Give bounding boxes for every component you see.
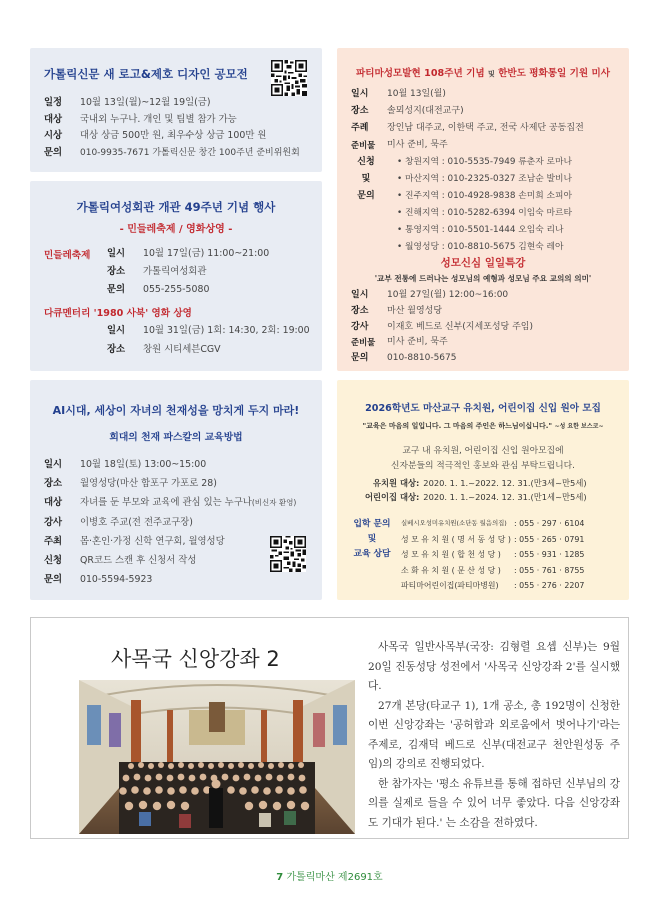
row-value: 가톨릭여성회관 xyxy=(143,266,207,277)
row-value: 창원 시티세븐CGV xyxy=(143,344,221,355)
contact-name: 파티마어린이집(파티마병원) xyxy=(401,581,499,590)
logo-contest-details xyxy=(44,95,300,161)
page-number: 7 xyxy=(276,872,284,883)
logo-contest-title: 가톨릭신문 새 로고&제호 디자인 공모전 xyxy=(44,67,248,81)
row-label: 문의 xyxy=(44,146,63,158)
row-value: 미사 준비, 묵주 xyxy=(387,337,448,348)
festival-label: 민들레축제 xyxy=(44,250,91,261)
movie-details xyxy=(107,321,310,359)
festival-details xyxy=(107,245,269,299)
row-label: 일시 xyxy=(107,325,126,336)
article-box xyxy=(30,617,629,839)
fatima-mass-title xyxy=(337,65,629,79)
publication-name: 가톨릭마산 제2691호 xyxy=(286,872,383,883)
row-label: 장소 xyxy=(107,344,126,355)
contact-item: • 진해지역 : 010-5282-6394 이임숙 마르타 xyxy=(397,208,573,218)
movie-label: 다큐멘터리 '1980 사북' 영화 상영 xyxy=(44,308,192,319)
row-value: 010-5594-5923 xyxy=(80,574,153,586)
row-label: 문의 xyxy=(351,353,369,364)
ai-education-subtitle: 희대의 천재 파스칼의 교육방법 xyxy=(109,432,243,443)
row-value: 이재호 베드로 신부(지세포성당 주임) xyxy=(387,321,534,332)
regional-contacts xyxy=(397,154,572,256)
womens-center-title: 가톨릭여성회관 개관 49주년 기념 행사 xyxy=(76,200,276,214)
contact-item: • 월영성당 : 010-8810-5675 김현숙 레아 xyxy=(397,242,564,252)
row-label: 주최 xyxy=(44,535,63,547)
article-paragraph: 사목국 일반사목부(국장: 김형렬 요셉 신부)는 9월 20일 진동성당 성전에서 '사목국 신앙강좌 2'를 실시했다. xyxy=(368,641,620,692)
womens-center-box xyxy=(30,181,322,371)
contact-name: 소 화 유 치 원 ( 문 산 성 당 ) xyxy=(401,565,501,575)
row-value: 국내외 누구나. 개인 및 팀별 참가 가능 xyxy=(80,113,237,125)
logo-contest-box xyxy=(30,48,322,172)
row-label: 대상 xyxy=(44,497,63,509)
kindergarten-intro: 교구 내 유치원, 어린이집 신입 원아모집에 신자분들의 적극적인 홍보와 관심 부탁드립니다. xyxy=(391,446,575,471)
fatima-mass-box xyxy=(337,48,629,371)
row-label: 장소 xyxy=(351,305,369,316)
article-title: 사목국 신앙강좌 2 xyxy=(111,647,280,671)
row-value: 010-8810-5675 xyxy=(387,353,457,364)
page-footer xyxy=(0,868,659,883)
admission-label: 입학 문의 및 교육 상담 xyxy=(353,519,391,559)
row-value: 10월 27일(월) 12:00~16:00 xyxy=(387,290,509,300)
row-label: 신청 xyxy=(44,555,63,567)
contact-phone: : 055 · 761 · 8755 xyxy=(513,565,585,575)
lecture-details xyxy=(351,288,533,367)
article-paragraph: 한 참가자는 '평소 유튜브를 통해 접하던 신부님의 강의를 실제로 들을 수 있어 너무 좋았다. 다음 신앙강좌도 기대가 된다.' 는 소감을 전하였다. xyxy=(368,777,620,829)
contact-name: 성 모 유 치 원 ( 합 천 성 당 ) xyxy=(401,550,501,559)
row-label: 강사 xyxy=(351,321,369,332)
contact-phone: : 055 · 931 · 1285 xyxy=(513,550,585,559)
row-value: 대상 상금 500만 원, 최우수상 상금 100만 원 xyxy=(80,130,267,141)
row-value: 솔뫼성지(대전교구) xyxy=(387,106,464,116)
kindergarten-quote: "교육은 마음의 일입니다. 그 마음의 주인은 하느님이십니다." ~성 요한 보스코~ xyxy=(362,422,604,430)
row-label: 준비물 xyxy=(351,140,376,150)
row-value: 이병호 주교(전 전주교구장) xyxy=(80,516,193,528)
row-label: 강사 xyxy=(44,516,63,528)
row-value: 010-9935-7671 가톨릭신문 창간 100주년 준비위원회 xyxy=(80,147,300,158)
contact-phone: : 055 · 265 · 0791 xyxy=(513,534,585,544)
kindergarten-contacts xyxy=(401,516,584,594)
row-label: 장소 xyxy=(351,106,369,116)
ai-education-box xyxy=(30,380,322,600)
lecture-description: '교부 전통에 드러나는 성모님의 예형과 성모님 주요 교의의 의미' xyxy=(374,274,592,283)
contact-item: • 진주지역 : 010-4928-9838 손미희 소피아 xyxy=(397,191,573,201)
fatima-mass-details xyxy=(351,86,584,154)
row-value: 10월 13일(월)~12월 19일(금) xyxy=(80,97,211,108)
contact-item: • 마산지역 : 010-2325-0327 조남순 발비나 xyxy=(397,174,573,184)
apply-label: 신청 및 문의 xyxy=(357,157,375,201)
row-value: 월영성당(마산 합포구 가포로 28) xyxy=(80,478,217,490)
row-label: 주례 xyxy=(351,123,369,133)
article-paragraph: 27개 본당(타교구 1), 1개 공소, 총 192명이 신청한 이번 신앙강좌는 '공허함과 외로움에서 벗어나기'라는 주제로, 김재덕 베드로 신부(대전교구 천안원성동 주임)의 강의로 진행되었다. xyxy=(368,699,620,770)
fatima-title-and: 및 xyxy=(487,70,495,78)
row-label: 일정 xyxy=(44,97,63,108)
row-value: 몸·혼인·가정 신학 연구회, 월영성당 xyxy=(80,535,225,547)
row-label: 장소 xyxy=(44,478,63,490)
row-label: 장소 xyxy=(107,266,126,277)
fatima-title-main: 파티마성모발현 108주년 기념 xyxy=(355,68,485,79)
lecture-title: 성모신심 일일특강 xyxy=(440,257,526,269)
contact-item: • 창원지역 : 010-5535-7949 류춘자 로마나 xyxy=(397,157,573,167)
row-label: 일시 xyxy=(107,248,126,259)
womens-center-subtitle: - 민들레축제 / 영화상영 - xyxy=(119,224,233,235)
row-label: 일시 xyxy=(351,290,369,300)
row-value: 10월 13일(월) xyxy=(387,89,446,99)
ai-education-details xyxy=(44,455,296,589)
row-label: 일시 xyxy=(351,89,369,99)
qr-code-icon[interactable] xyxy=(270,536,306,572)
row-label: 일시 xyxy=(44,459,63,470)
row-value: 미사 준비, 묵주 xyxy=(387,140,448,150)
kindergarten-title: 2026학년도 마산교구 유치원, 어린이집 신입 원아 모집 xyxy=(365,403,601,414)
church-group-photo xyxy=(79,680,355,834)
row-label: 시상 xyxy=(44,130,63,141)
row-label: 문의 xyxy=(44,574,63,586)
row-value: 055-255-5080 xyxy=(143,284,210,295)
fatima-title-rest: 한반도 평화통일 기원 미사 xyxy=(498,68,611,79)
contact-phone: : 055 · 297 · 6104 xyxy=(513,519,585,528)
row-label: 문의 xyxy=(107,284,126,295)
contact-name: 실베시오성미유치원(소단동 월음의집) xyxy=(401,519,507,527)
row-value: 장인남 대주교, 이한택 주교, 전국 사제단 공동집전 xyxy=(387,123,584,133)
row-value: 마산 월영성당 xyxy=(387,305,443,316)
kindergarten-box xyxy=(337,380,629,600)
row-value: QR코드 스캔 후 신청서 작성 xyxy=(80,555,197,567)
row-value: 10월 18일(토) 13:00~15:00 xyxy=(80,459,207,470)
contact-phone: : 055 · 276 · 2207 xyxy=(513,581,585,590)
contact-name: 성 모 유 치 원 ( 명 서 동 성 당 ) xyxy=(401,534,511,544)
ai-education-title: AI시대, 세상이 자녀의 천재성을 망치게 두지 마라! xyxy=(52,404,300,417)
row-value: 자녀를 둔 부모와 교육에 관심 있는 누구나 xyxy=(80,497,252,509)
row-value: 10월 17일(금) 11:00~21:00 xyxy=(143,248,270,259)
contact-item: • 통영지역 : 010-5501-1444 오임숙 리나 xyxy=(397,225,564,235)
row-label: 준비물 xyxy=(351,337,376,348)
kindergarten-targets: 유치원 대상: 2020. 1. 1.~2022. 12. 31.(만3세~만5세) 어린이집 대상: 2020. 1. 1.~2024. 12. 31.(만1세~만5세) xyxy=(365,478,587,502)
row-note: (비신자 환영) xyxy=(251,498,297,508)
article-body xyxy=(368,638,620,833)
row-label: 대상 xyxy=(44,113,63,125)
row-value: 10월 31일(금) 1회: 14:30, 2회: 19:00 xyxy=(143,325,310,336)
qr-code-icon[interactable] xyxy=(271,60,307,96)
